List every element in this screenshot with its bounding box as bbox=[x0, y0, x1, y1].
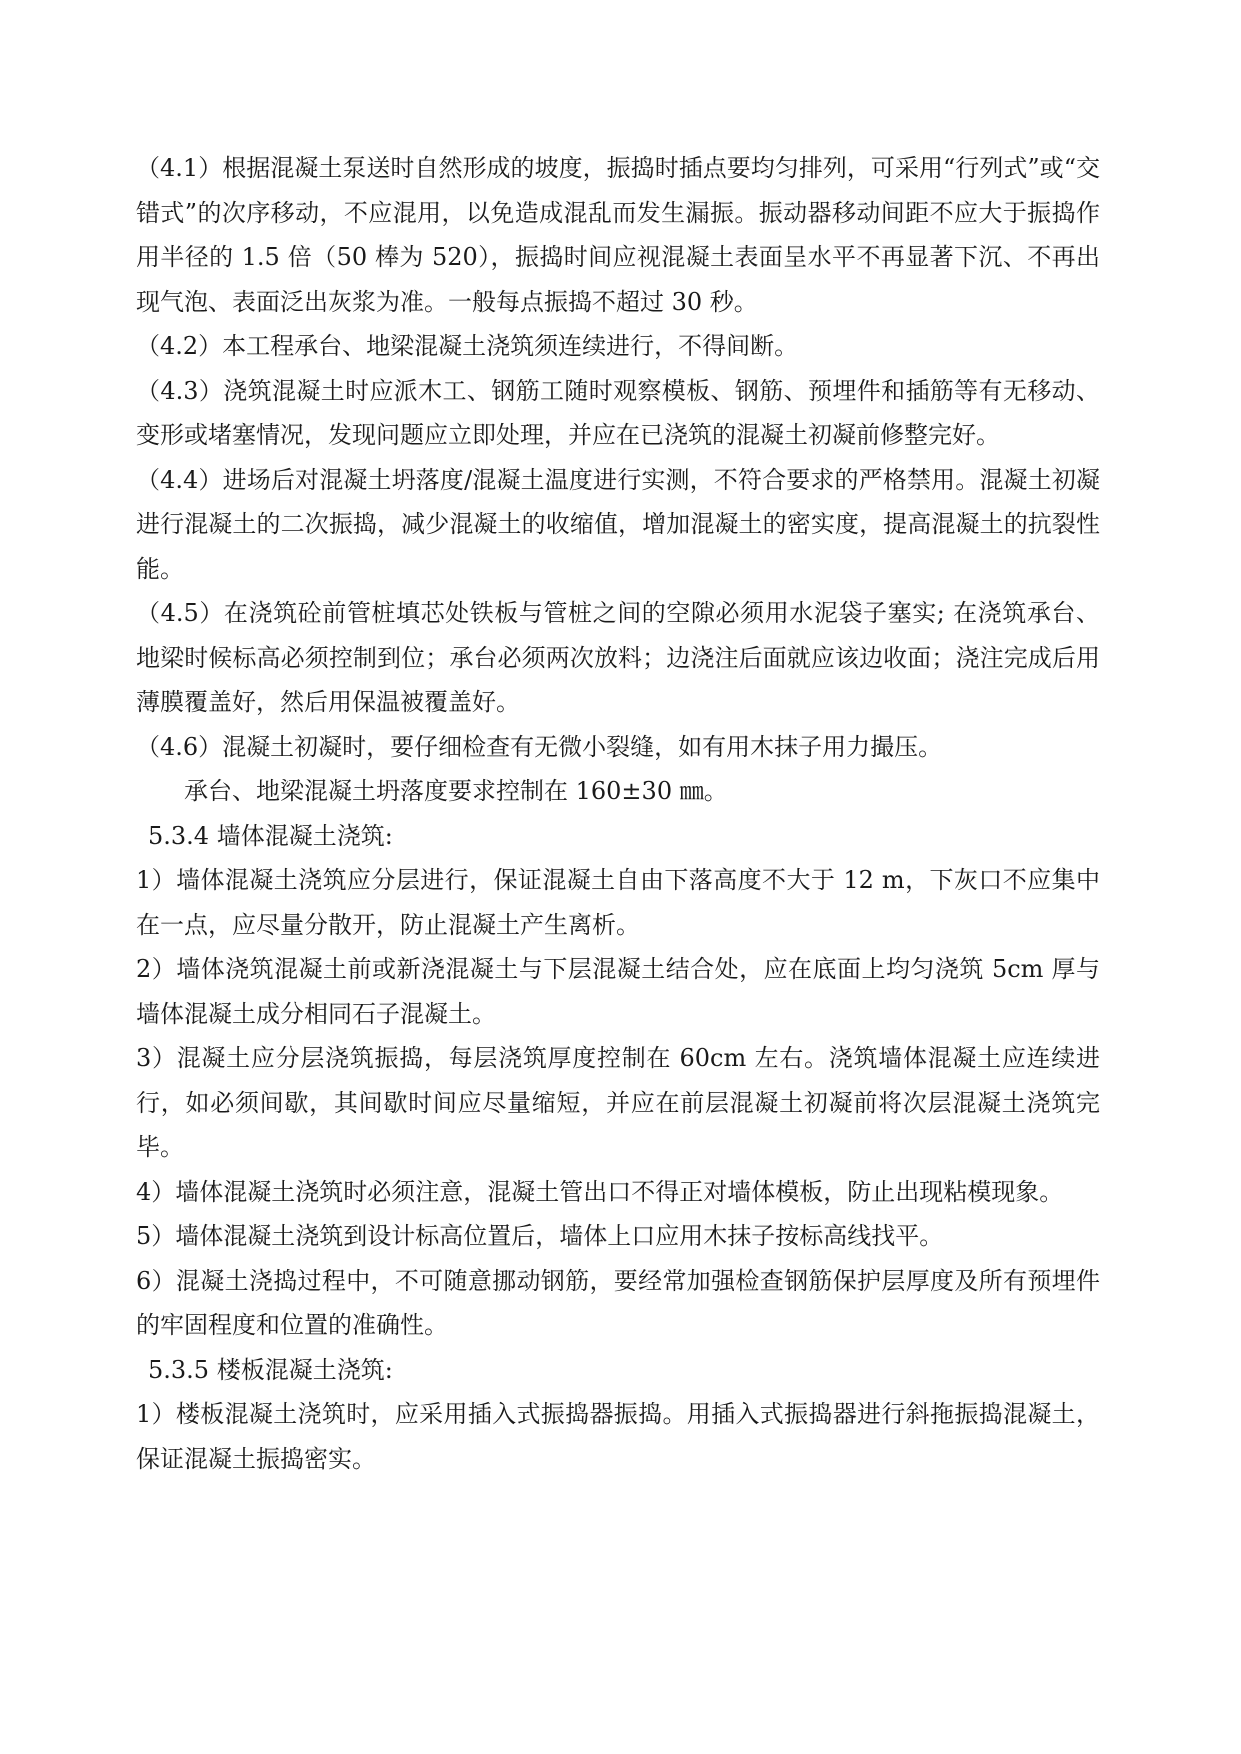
wall-item-2: 2）墙体浇筑混凝土前或新浇混凝土与下层混凝土结合处，应在底面上均匀浇筑 5cm 厚与墙体混凝土成分相同石子混凝土。 bbox=[136, 955, 1100, 1028]
section-heading-5-3-4: 5.3.4 墙体混凝土浇筑: bbox=[148, 821, 393, 850]
paragraph-4-5: （4.5）在浇筑砼前管桩填芯处铁板与管桩之间的空隙必须用水泥袋子塞实; 在浇筑承台、地梁时候标高必须控制到位；承台必须两次放料；边浇注后面就应该边收面；浇注完成后用薄膜覆盖好，然后用保温被覆盖好。 bbox=[136, 599, 1100, 716]
section-heading-5-3-5: 5.3.5 楼板混凝土浇筑: bbox=[148, 1355, 393, 1384]
paragraph-4-6: （4.6）混凝土初凝时，要仔细检查有无微小裂缝，如有用木抹子用力撮压。 bbox=[136, 732, 943, 761]
wall-item-6: 6）混凝土浇捣过程中，不可随意挪动钢筋，要经常加强检查钢筋保护层厚度及所有预埋件的牢固程度和位置的准确性。 bbox=[136, 1266, 1100, 1339]
wall-item-3: 3）混凝土应分层浇筑振捣，每层浇筑厚度控制在 60cm 左右。浇筑墙体混凝土应连续进行，如必须间歇，其间歇时间应尽量缩短，并应在前层混凝土初凝前将次层混凝土浇筑完毕。 bbox=[136, 1044, 1100, 1161]
slab-item-1: 1）楼板混凝土浇筑时，应采用插入式振捣器振捣。用插入式振捣器进行斜拖振捣混凝土，保证混凝土振捣密实。 bbox=[136, 1400, 1100, 1473]
paragraph-4-2: （4.2）本工程承台、地梁混凝土浇筑须连续进行，不得间断。 bbox=[136, 332, 799, 360]
wall-item-5: 5）墙体混凝土浇筑到设计标高位置后，墙体上口应用木抹子按标高线找平。 bbox=[136, 1222, 944, 1250]
paragraph-slump-requirement: 承台、地梁混凝土坍落度要求控制在 160±30 ㎜。 bbox=[184, 777, 728, 805]
paragraph-4-4: （4.4）进场后对混凝土坍落度/混凝土温度进行实测，不符合要求的严格禁用。混凝土初凝进行混凝土的二次振捣，减少混凝土的收缩值，增加混凝土的密实度，提高混凝土的抗裂性能。 bbox=[136, 465, 1100, 583]
paragraph-4-1: （4.1）根据混凝土泵送时自然形成的坡度，振捣时插点要均匀排列，可采用“行列式”或“交错式”的次序移动，不应混用，以免造成混乱而发生漏振。振动器移动间距不应大于振捣作用半径的 1.5 倍（50 棒为 520），振捣时间应视混凝土表面呈水平不再显著下沉、不再出现气泡、表面泛出灰浆为准。一般每点振捣不超过 30 秒。 bbox=[136, 154, 1100, 316]
wall-item-4: 4）墙体混凝土浇筑时必须注意，混凝土管出口不得正对墙体模板，防止出现粘模现象。 bbox=[136, 1177, 1064, 1206]
document-body bbox=[136, 146, 1100, 1481]
paragraph-4-3: （4.3）浇筑混凝土时应派木工、钢筋工随时观察模板、钢筋、预埋件和插筋等有无移动、变形或堵塞情况，发现问题应立即处理，并应在已浇筑的混凝土初凝前修整完好。 bbox=[136, 376, 1100, 449]
wall-item-1: 1）墙体混凝土浇筑应分层进行，保证混凝土自由下落高度不大于 12 m，下灰口不应集中在一点，应尽量分散开，防止混凝土产生离析。 bbox=[136, 866, 1100, 939]
